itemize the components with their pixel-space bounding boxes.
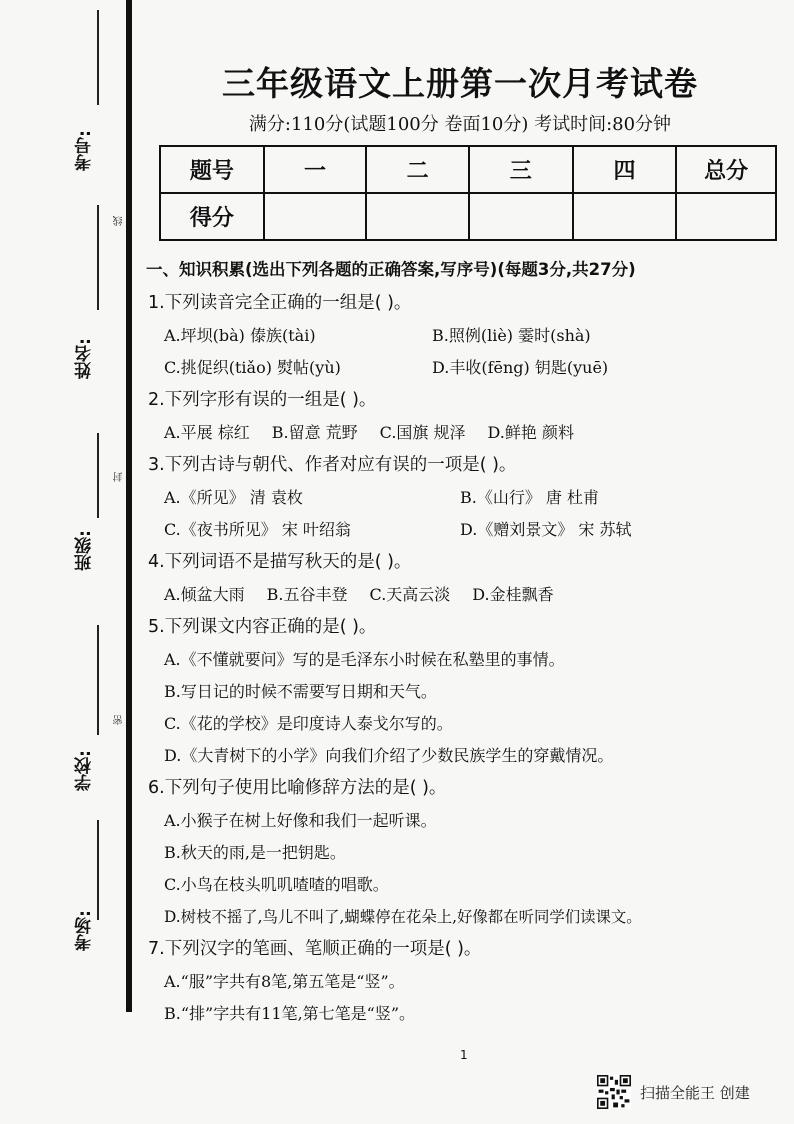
option-c: C.《夜书所见》 宋 叶绍翁 (164, 520, 351, 539)
section-heading: 一、知识积累(选出下列各题的正确答案,写序号)(每题3分,共27分) (146, 260, 636, 279)
page-number: 1 (460, 1048, 468, 1062)
option-d: D.丰收(fēng) 钥匙(yuē) (432, 358, 609, 377)
page-title: 三年级语文上册第一次月考试卷 (222, 64, 698, 103)
option-row (148, 482, 788, 514)
score-table-cell: 四 (573, 146, 677, 193)
binding-bar (126, 0, 132, 1012)
question-7 (148, 933, 788, 1030)
question-stem: 2.下列字形有误的一组是( )。 (148, 390, 377, 410)
option-d: D.《大青树下的小学》向我们介绍了少数民族学生的穿戴情况。 (164, 746, 614, 765)
option-a: A.小猴子在树上好像和我们一起听课。 (164, 811, 437, 830)
score-blank-cell (573, 193, 677, 240)
qr-code-icon (597, 1075, 631, 1109)
option-a: A.平展 棕红 (164, 423, 250, 442)
score-table-cell: 一 (264, 146, 367, 193)
class-label: 班级: (75, 530, 95, 571)
option-c: C.《花的学校》是印度诗人泰戈尔写的。 (164, 714, 453, 733)
question-stem: 3.下列古诗与朝代、作者对应有误的一项是( )。 (148, 455, 517, 475)
score-blank-cell (366, 193, 469, 240)
binding-mark-line: 线 (114, 216, 125, 226)
option-row (148, 320, 788, 352)
option-b: B.秋天的雨,是一把钥匙。 (164, 843, 346, 862)
option-b: B.照例(liè) 霎时(shà) (432, 326, 591, 345)
option-a: A.“服”字共有8笔,第五笔是“竖”。 (164, 972, 405, 991)
question-stem: 4.下列词语不是描写秋天的是( )。 (148, 552, 412, 572)
exam-number-line (97, 10, 99, 105)
question-6 (148, 772, 788, 933)
binding-mark-secret: 密 (114, 715, 125, 725)
question-stem: 1.下列读音完全正确的一组是( )。 (148, 293, 412, 313)
option-b: B.写日记的时候不需要写日期和天气。 (164, 682, 437, 701)
option-d: D.树枝不摇了,鸟儿不叫了,蝴蝶停在花朵上,好像都在听同学们读课文。 (164, 908, 642, 926)
question-3 (148, 449, 788, 546)
option-b: B.五谷丰登 (266, 585, 348, 604)
school-line (97, 625, 99, 735)
scanner-watermark: 扫描全能王 创建 (640, 1084, 750, 1102)
question-1 (148, 287, 788, 384)
option-b: B.“排”字共有11笔,第七笔是“竖”。 (164, 1004, 416, 1023)
option-c: C.小鸟在枝头叽叽喳喳的唱歌。 (164, 875, 389, 894)
option-row (148, 514, 788, 546)
name-label: 姓名: (75, 338, 95, 379)
exam-info: 满分:110分(试题100分 卷面10分) 考试时间:80分钟 (248, 114, 672, 135)
question-stem: 6.下列句子使用比喻修辞方法的是( )。 (148, 778, 447, 798)
option-a: A.《所见》 清 袁枚 (164, 488, 303, 507)
question-2 (148, 384, 788, 449)
score-table-cell: 得分 (160, 193, 264, 240)
score-table-cell: 总分 (676, 146, 776, 193)
score-table-header-row (160, 146, 776, 193)
score-table (159, 145, 777, 241)
score-blank-cell (264, 193, 367, 240)
exam-room-line (97, 820, 99, 920)
option-d: D.鲜艳 颜料 (487, 423, 574, 442)
question-list (148, 287, 788, 1030)
option-row (148, 352, 788, 384)
question-5 (148, 611, 788, 772)
option-row (148, 417, 788, 449)
option-d: D.金桂飘香 (472, 585, 554, 604)
score-table-cell: 三 (469, 146, 573, 193)
option-b: B.留意 荒野 (271, 423, 358, 442)
class-line (97, 433, 99, 518)
exam-room-label: 考场: (75, 910, 95, 951)
exam-number-label: 考号: (75, 130, 95, 171)
score-table-cell: 二 (366, 146, 469, 193)
option-row (148, 579, 788, 611)
name-line (97, 205, 99, 310)
school-label: 学校: (75, 750, 95, 791)
question-stem: 5.下列课文内容正确的是( )。 (148, 617, 377, 637)
option-c: C.天高云淡 (369, 585, 451, 604)
score-table-score-row (160, 193, 776, 240)
option-b: B.《山行》 唐 杜甫 (460, 488, 600, 507)
option-c: C.挑促织(tiǎo) 熨帖(yù) (164, 358, 341, 377)
score-table-cell: 题号 (160, 146, 264, 193)
question-4 (148, 546, 788, 611)
option-a: A.倾盆大雨 (164, 585, 245, 604)
option-a: A.《不懂就要问》写的是毛泽东小时候在私塾里的事情。 (164, 650, 565, 669)
option-a: A.坪坝(bà) 傣族(tài) (164, 326, 316, 345)
question-stem: 7.下列汉字的笔画、笔顺正确的一项是( )。 (148, 939, 482, 959)
score-blank-cell (469, 193, 573, 240)
score-blank-cell (676, 193, 776, 240)
option-d: D.《赠刘景文》 宋 苏轼 (460, 520, 632, 539)
binding-mark-seal: 封 (114, 472, 125, 482)
option-c: C.国旗 规泽 (379, 423, 466, 442)
